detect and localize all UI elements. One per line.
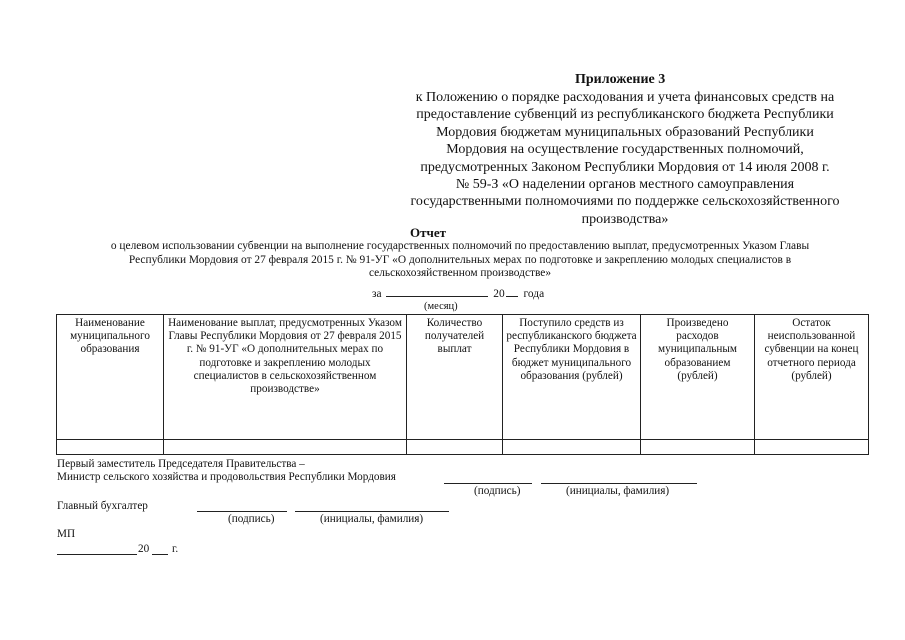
accountant-sign-hint: (подпись)	[228, 513, 275, 525]
annex-line: Мордовия бюджетам муниципальных образований Республики	[436, 124, 814, 140]
annex-title: Приложение 3	[575, 72, 666, 87]
month-hint: (месяц)	[424, 301, 458, 312]
annex-line: предоставление субвенций из республиканского бюджета Республики	[416, 107, 834, 123]
header-cell-received: Поступило средств из республиканского бюджета Республики Мордовия в бюджет муниципального образования (рублей)	[503, 315, 641, 440]
annex-line: № 59-З «О наделении органов местного самоуправления	[455, 177, 795, 193]
report-period	[372, 286, 544, 300]
year-blank	[506, 286, 518, 297]
annex-line: к Положению о порядке расходования и учета финансовых средств на	[415, 90, 835, 105]
period-year: 20	[493, 288, 505, 300]
report-title: Отчет	[410, 225, 446, 240]
month-blank	[386, 286, 488, 297]
deputy-signature-line	[444, 471, 532, 484]
table-header-row	[57, 315, 869, 440]
stamp-label: МП	[57, 528, 76, 540]
deputy-title-line1: Первый заместитель Председателя Правительства –	[57, 458, 305, 470]
report-description	[40, 240, 880, 281]
report-line: сельскохозяйственном производстве»	[368, 267, 552, 279]
header-cell-remainder: Остаток неиспользованной субвенции на конец отчетного периода (рублей)	[755, 315, 869, 440]
date-year: 20	[138, 543, 150, 555]
period-prefix: за	[372, 288, 382, 300]
annex-line: производства»	[581, 211, 669, 227]
table-cell	[57, 439, 164, 454]
table-cell	[641, 439, 755, 454]
report-line: о целевом использовании субвенции на выполнение государственных полномочий по предоставлению выплат, предусмотренных Указом Главы	[110, 240, 810, 252]
accountant-name-line	[295, 499, 449, 512]
table-row	[57, 439, 869, 454]
period-suffix: года	[523, 288, 545, 300]
deputy-name-hint: (инициалы, фамилия)	[566, 485, 670, 497]
report-line: Республики Мордовия от 27 февраля 2015 г. № 91-УГ «О дополнительных мерах по подготовке и закреплению молодых специалистов в	[128, 253, 792, 266]
accountant-signature-line	[197, 499, 287, 512]
annex-line: Мордовия на осуществление государственных полномочий,	[446, 142, 804, 158]
date-year-blank	[152, 542, 168, 555]
annex-line: предусмотренных Законом Республики Мордовия от 14 июля 2008 г.	[420, 159, 830, 175]
header-cell-municipality: Наименование муниципального образования	[57, 315, 164, 440]
accountant-title: Главный бухгалтер	[57, 500, 148, 512]
table-cell	[755, 439, 869, 454]
table-cell	[407, 439, 503, 454]
deputy-name-line	[541, 471, 697, 484]
table-cell	[503, 439, 641, 454]
header-cell-recipients: Количество получателей выплат	[407, 315, 503, 440]
date-blank	[57, 542, 137, 555]
annex-description	[370, 89, 880, 228]
deputy-sign-hint: (подпись)	[474, 485, 521, 497]
header-cell-spent: Произведено расходов муниципальным образованием (рублей)	[641, 315, 755, 440]
report-table	[56, 314, 869, 455]
annex-line: государственными полномочиями по поддержке сельскохозяйственного	[410, 194, 840, 210]
deputy-title-line2: Министр сельского хозяйства и продовольствия Республики Мордовия	[57, 471, 396, 483]
date-suffix: г.	[172, 543, 179, 555]
accountant-name-hint: (инициалы, фамилия)	[320, 513, 424, 525]
table-cell	[164, 439, 407, 454]
header-cell-payments: Наименование выплат, предусмотренных Указом Главы Республики Мордовия от 27 февраля 2015 г. № 91-УГ «О дополнительных мерах по подготовке и закреплению молодых специалистов в сельскохозяйственном производстве»	[164, 315, 407, 440]
